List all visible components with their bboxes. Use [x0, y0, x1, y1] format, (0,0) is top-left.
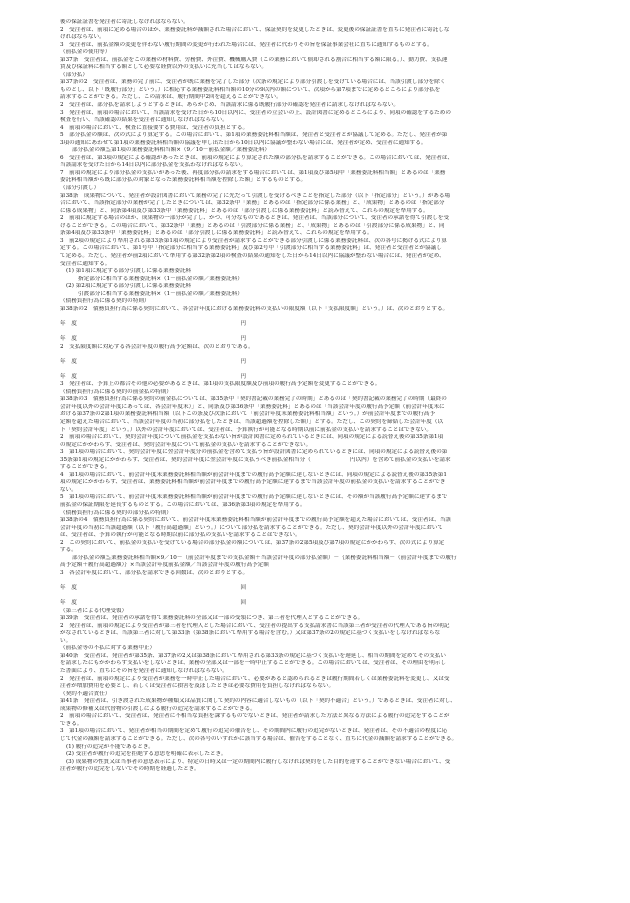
- document-body: [60, 19, 580, 774]
- paragraph-line: 定する。この場合において、第1号中「指定部分に相当する業務委託料」及び第2号中「引渡部分に相当する業務委託料」は、発注者と受注者とが協議し: [60, 245, 442, 252]
- paragraph-line: 2 前項に規定する場合のほか、成果物の一部分が完了し、かつ、可分なものであるときは、発注者は、当該部分について、受注者の承諾を得て引渡しを受: [60, 215, 450, 222]
- paragraph-line: 前払金の保証期限を延長するものとする。この場合においては、第36条第3項の規定を準用する。: [60, 502, 306, 508]
- year-cell: 年 度: [60, 600, 77, 607]
- paragraph-line: （前払金の使用等）: [60, 49, 111, 56]
- paragraph-line: （債務負担行為に係る契約の部分払の特則）: [60, 509, 172, 516]
- paragraph-line: 後の保証証書を発注者に寄託しなければならない。: [60, 19, 189, 25]
- paragraph-line: （契約不適合責任）: [60, 690, 111, 697]
- paragraph-line: た書面により、直ちにその旨を発注者に通知しなければならない。: [60, 668, 228, 675]
- paragraph-line: 第41条 発注者は、引き渡された成果物が種類又は品質に関して契約の内容に適合しないもの（以下「契約不適合」という。）であるときは、受注者に対し、: [60, 698, 456, 705]
- paragraph-line: 指定部分に相当する業務委託料×（1－前払金の額／業務委託料）: [78, 275, 243, 282]
- paragraph-line: 2 受注者は、前項に定める場合のほか、業務委託料が減額された場合において、保証契約を変更したときは、変更後の保証証書を直ちに発注者に寄託しな: [60, 26, 450, 33]
- paragraph-line: 4 第1項の場合において、前会計年度末業務委託料相当額が前会計年度までの履行高予定額に達しないときには、同項の規定による読替え後の第35条第1: [60, 471, 447, 478]
- paragraph-line: （前払金等の不払に対する業務中止）: [60, 645, 156, 652]
- paragraph-line: 第38条の4 債務負担行為に係る契約において、前会計年度末業務委託料相当額が前会計年度までの履行高予定額を超えた場合においては、受注者は、当該: [60, 517, 451, 524]
- count-table-row: [60, 600, 580, 608]
- paragraph-line: 3 前2項の規定により準用される第33条第1項の規定により受注者が請求することができる部分引渡しに係る業務委託料は、次の各号に掲げる式により算: [60, 237, 447, 244]
- paragraph-line: い。: [60, 637, 72, 644]
- paragraph-line: は、受注者は、予算の執行が可能となる時期以前に部分払の支払いを請求することはできない。: [60, 532, 301, 539]
- paragraph-line: 下「契約会計年度」という。）以外の会計年度においては、受注者は、予算執行が可能となる時期以前に前払金の支払いを請求することはできない。: [60, 426, 432, 433]
- year-cell: 年 度: [60, 320, 77, 327]
- paragraph-line: 3 各会計年度において、部分払を請求できる回数は、次のとおりとする。: [60, 569, 249, 576]
- paragraph-line: できる。: [60, 720, 83, 727]
- paragraph-line: 委託料相当額から既に部分払の対象となった業務委託料相当額を控除した額」とするものとする。: [60, 177, 307, 184]
- plan-table-row: [60, 359, 580, 367]
- paragraph-line: じて代金の減額を請求することができる。ただし、次の各号のいずれかに該当する場合は、催告をすることなく、直ちに代金の減額を請求することができる。: [60, 735, 458, 742]
- year-cell: 年 度: [60, 585, 77, 592]
- paragraph-line: を請求したにもかかわらず支払いをしないときは、業務の全部又は一部を一時中止することができる。この場合においては、受注者は、その理由を明示し: [60, 660, 446, 667]
- paragraph-line: （部分払）: [60, 71, 88, 78]
- count-cell: 回: [240, 585, 246, 592]
- paragraph-line: (1) 第1項に規定する部分引渡しに係る業務委託料: [66, 268, 192, 275]
- paragraph-line: 第37条 受注者は、前払金をこの業務の材料費、労務費、外注費、機械購入費（この業務において償却される割合に相当する額に限る。）、動力費、支払運: [60, 56, 448, 63]
- paragraph-line: 受注者に通知する。: [60, 260, 111, 267]
- paragraph-line: (1) 履行の追完が不能であるとき。: [66, 743, 154, 750]
- paragraph-line: 4 前項の場合において、検査に直接要する費用は、受注者の負担とする。: [60, 124, 249, 131]
- paragraph-line: 5 部分払金の額は、次の式により算定する。この場合において、第1項の業務委託料相当額は、発注者と受注者とが協議して定める。ただし、発注者が第: [60, 132, 448, 139]
- paragraph-line: 2 支払限度額に対応する各会計年度の履行高予定額は、次のとおりである。: [60, 343, 254, 350]
- paragraph-line: （債務負担行為に係る契約の前金払の特則）: [60, 388, 172, 395]
- paragraph-line: 条第4項及び第33条中「業務委託料」とあるのは「部分引渡しに係る業務委託料」と読み替えて、これらの規定を準用する。: [60, 230, 373, 237]
- paragraph-line: おける第37条の2第1項の業務委託料相当額（以下この条及び次条において「前会計年度末業務委託料相当額」という。）が前会計年度までの履行高予: [60, 411, 436, 418]
- paragraph-line: 部分払金の額≦業務委託料相当額×9／10－（前会計年度までの支払金額＋当該会計年度の部分払金額）－｛業務委託料相当額－（前会計年度までの履行: [72, 554, 457, 561]
- paragraph-line: 請求することができる。ただし、この請求は、履行期間中2回を超えることができない。: [60, 94, 282, 101]
- paragraph-line: 第40条 受注者は、発注者が第35条、第37条の2又は第38条において準用される第33条の規定に基づく支払いを遅延し、相当の期間を定めてその支払い: [60, 652, 446, 659]
- paragraph-line: 第38条 成果物について、発注者が設計図書において業務の完了に先だって引渡しを受けるべきことを指定した部分（以下「指定部分」という。）がある場: [60, 192, 451, 199]
- paragraph-line: 7 前項の規定により部分払金の支払いがあった後、再度部分払の請求をする場合においては、第1項及び第5項中「業務委託料相当額」とあるのは「業務: [60, 169, 446, 176]
- amount-cell: 円: [240, 373, 246, 380]
- paragraph-line: 定額を超えた場合において、当該会計年度の当初に部分払をしたときは、当該超過額を控除した額）」とする。ただし、この契約を締結した会計年度（以: [60, 418, 444, 425]
- paragraph-line: 2 受注者は、部分払を請求しようとするときは、あらかじめ、当該請求に係る既履行部分の確認を発注者に請求しなければならない。: [60, 102, 399, 109]
- paragraph-line: 検査を行い、当該確認の結果を受注者に通知しなければならない。: [60, 117, 228, 124]
- paragraph-line: 高予定額＋履行高超過額）｝×当該会計年度前払金額／当該会計年度の履行高予定額: [60, 562, 269, 569]
- paragraph-line: 賃及び保証料に相当する額として必要な経費以外の支払いに充当してはならない。: [60, 64, 267, 71]
- paragraph-line: 第37条の2 受注者は、業務の完了前に、受注者が既に業務を完了した部分（次条の規定により部分引渡しを受けている場合には、当該引渡し部分を除く: [60, 79, 446, 86]
- paragraph-line: 合において、当該指定部分の業務が完了したときについては、第32条中「業務」とあるのは「指定部分に係る業務」と、「成果物」とあるのは「指定部分: [60, 200, 445, 207]
- plan-table-row: [60, 374, 580, 382]
- paragraph-line: 注者が履行の追完をしないでその時期を経過したとき。: [60, 766, 200, 773]
- paragraph-line: 第38条の2 債務負担行為に係る契約において、各会計年度における業務委託料の支払いの限度額（以下「支払限度額」という。）は、次のとおりとする。: [60, 305, 449, 312]
- paragraph-line: することができる。: [60, 464, 111, 471]
- paragraph-line: （債務負担行為に係る契約の特則）: [60, 298, 150, 305]
- paragraph-line: （部分引渡し）: [60, 185, 100, 192]
- paragraph-line: 2 前項の場合において、受注者は、発注者に不相当な負担を課するものでないときは、発注者が請求した方法と異なる方法による履行の追完をすることが: [60, 713, 450, 720]
- paragraph-line: (2) 第2項に規定する部分引渡しに係る業務委託料: [66, 283, 192, 290]
- count-table-row: [60, 585, 580, 593]
- year-cell: 年 度: [60, 373, 77, 380]
- paragraph-line: 項の規定にかかわらず、受注者は、業務委託料相当額が前会計年度までの履行高予定額に達するまで当該会計年度の前払金の支払いを請求することができ: [60, 479, 446, 486]
- amount-cell: 円: [240, 335, 246, 342]
- paragraph-line: 会計年度の当初に当該超過額（以下「履行高超過額」という。）について部分払を請求することができる。ただし、契約会計年度以外の会計年度において: [60, 524, 444, 531]
- paragraph-line: 3 第1項の場合において、発注者が相当の期間を定めて履行の追完の催告をし、その期間内に履行の追完がないときは、発注者は、その不適合の程度に応: [60, 728, 448, 735]
- text-block-1: [60, 19, 580, 313]
- text-block-2: [60, 381, 580, 577]
- year-cell: 年 度: [60, 335, 77, 342]
- text-block-3: [60, 608, 580, 774]
- year-cell: 年 度: [60, 358, 77, 365]
- paragraph-line: に係る成果物」と、同条第4項及び第33条中「業務委託料」とあるのは「部分引渡しに係る業務委託料」と読み替えて、これらの規定を準用する。: [60, 207, 429, 214]
- amount-cell: 円: [240, 320, 246, 327]
- paragraph-line: 第38条の3 債務負担行為に係る契約の前金払については、第35条中「契約書記載の業務完了の時期」とあるのは「契約書記載の業務完了の時期（最終の: [60, 396, 447, 403]
- paragraph-line: 2 前項の場合において、契約会計年度について前払金を支払わない旨が設計図書に定められているときには、同項の規定による読替え後の第35条第1項: [60, 434, 444, 441]
- paragraph-line: (2) 受注者が履行の追完を拒絶する意思を明確に表示したとき。: [66, 751, 227, 758]
- paragraph-line: 部分払金の額≦第1項の業務委託料相当額×（9／10－前払金額／業務委託料）: [72, 147, 270, 154]
- paragraph-line: ない。: [60, 486, 77, 493]
- count-cell: 回: [240, 600, 246, 607]
- paragraph-line: ければならない。: [60, 34, 105, 41]
- paragraph-line: 3項の通知にあわせて第1項の業務委託料相当額の協議を申し出た日から10日以内に協議が整わない場合には、発注者が定め、受注者に通知する。: [60, 139, 427, 146]
- paragraph-line: する。: [60, 547, 77, 554]
- paragraph-line: 3 第1項の場合において、契約会計年度に翌会計年度分の前払金を含めて支払う旨が設計図書に定められているときには、同項の規定による読替え後の第: [60, 449, 448, 456]
- limit-table-row: [60, 336, 580, 344]
- paragraph-line: 注者が増加費用を必要とし、若しくは受注者に損害を及ぼしたときは必要な費用を負担しなければならない。: [60, 683, 335, 690]
- amount-cell: 円: [240, 358, 246, 365]
- paragraph-line: けることができる。この場合において、第32条中「業務」とあるのは「引渡部分に係る業務」と、「成果物」とあるのは「引渡部分に係る成果物」と、同: [60, 222, 445, 229]
- limit-table-row: [60, 321, 580, 329]
- paragraph-line: 3 発注者は、前項の場合において、当該請求を受けた日から10日以内に、受注者の立会いの上、設計図書に定めるところにより、同項の確認をするための: [60, 109, 451, 116]
- paragraph-line: ものとし、以下「既履行部分」という。）に相応する業務委託料相当額の10分の9以内の額について、次項から第7項までに定めるところにより部分払を: [60, 86, 441, 93]
- paragraph-line: 成果物の修補又は代替物の引渡しによる履行の追完を請求することができる。: [60, 705, 256, 712]
- paragraph-line: 当該請求を受けた日から14日以内に部分払金を支払わなければならない。: [60, 162, 247, 169]
- paragraph-line: (3) 成果物の性質又は当事者の意思表示により、特定の日時又は一定の期間内に履行しなければ契約をした目的を達することができない場合において、受: [66, 758, 451, 765]
- paragraph-line: 3 受注者は、前払金額の変更を伴わない履行期間の変更が行われた場合には、発注者に代わりその旨を保証事業会社に直ちに通知するものとする。: [60, 41, 433, 48]
- paragraph-line: 会計年度以外の会計年度にあっては、各会計年度末）」と、同条及び第36条中「業務委託料」とあるのは「当該会計年度の履行高予定額（前会計年度末に: [60, 403, 445, 410]
- paragraph-line: （第三者による代理受領）: [60, 607, 128, 614]
- paragraph-line: 35条第1項の規定にかかわらず、受注者は、契約会計年度に翌会計年度に支払うべき前払金相当分（ 円以内）を含めて前払金の支払いを請求: [60, 456, 451, 463]
- paragraph-line: 2 発注者は、前項の規定により受注者が業務を一時中止した場合において、必要があると認められるときは履行期間若しくは業務委託料を変更し、又は受: [60, 675, 450, 682]
- paragraph-line: 6 受注者は、第3項の規定による確認があったときは、前項の規定により算定された額の部分払を請求することができる。この場合においては、発注者は、: [60, 154, 454, 161]
- paragraph-line: 2 発注者は、前項の規定により受注者が第三者を代理人とした場合において、受注者の提出する支払請求書に当該第三者が受注者の代理人である旨の明記: [60, 622, 450, 629]
- paragraph-line: の規定にかかわらず、受注者は、契約会計年度について前払金の支払いを請求することができない。: [60, 441, 312, 448]
- paragraph-line: 引渡部分に相当する業務委託料×（1－前払金の額／業務委託料）: [78, 290, 243, 297]
- paragraph-line: 5 第1項の場合において、前会計年度末業務委託料相当額が前会計年度までの履行高予定額に達しないときには、その額が当該履行高予定額に達するまで: [60, 494, 448, 501]
- paragraph-line: 3 発注者は、予算上の都合その他の必要があるときは、第1項の支払限度額及び前項の履行高予定額を変更することができる。: [60, 381, 381, 388]
- paragraph-line: がなされているときは、当該第三者に対して第33条（第38条において準用する場合を含む。）又は第37条の2の規定に基づく支払いをしなければならな: [60, 630, 441, 637]
- paragraph-line: て定める。ただし、発注者が前2項において準用する第32条第2項の検査の結果の通知をした日から14日以内に協議が整わない場合には、発注者が定め、: [60, 252, 445, 259]
- paragraph-line: 2 この契約において、前払金の支払いを受けている場合の部分払金の額については、第37条の2第5項及び第7項の規定にかかわらず、次の式により算定: [60, 539, 445, 546]
- paragraph-line: 第39条 受注者は、発注者の承諾を得て業務委託料の全部又は一部の受領につき、第三者を代理人とすることができる。: [60, 615, 364, 622]
